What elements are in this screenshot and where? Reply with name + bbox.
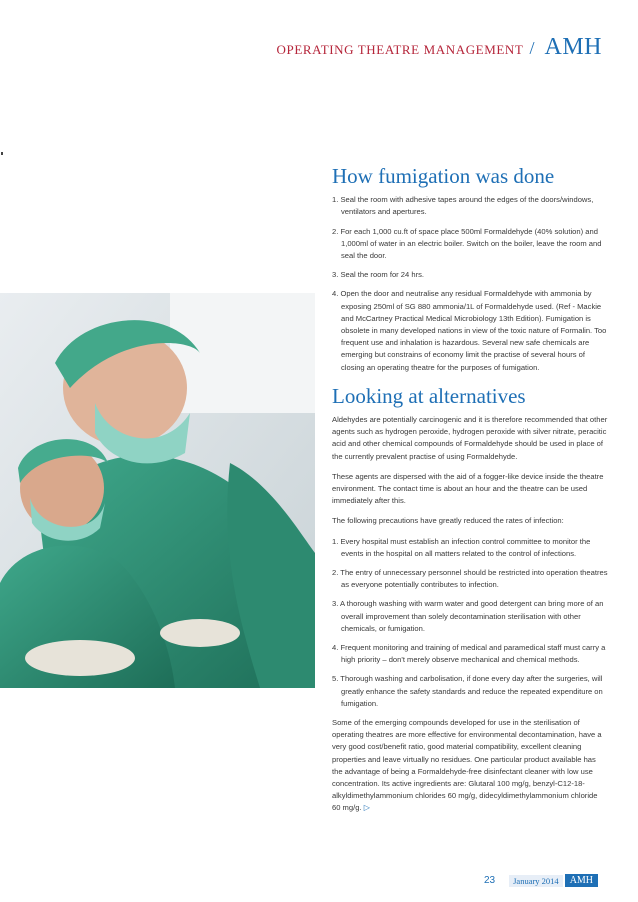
fumigation-steps (332, 194, 608, 374)
header-slash: / (529, 38, 535, 58)
paragraph: Aldehydes are potentially carcinogenic and it is therefore recommended that other agents such as hydrogen peroxide, hydrogen peroxide with silver nitrate, peracitic acid and other chemical compounds of Formaldehyde should be used in place of the currently prevalent practise of using Formaldehyde. (332, 414, 608, 461)
list-item: 3. A thorough washing with warm water and good detergent can bring more of an overall improvement than solely decontamination sterilisation with other chemicals, or fumigation. (332, 599, 604, 633)
page-footer (484, 874, 598, 887)
surgeons-photo (0, 293, 315, 688)
closing-paragraph-text: Some of the emerging compounds developed for use in the sterilisation of operating theatres are more effective for environmental decontamination, have a very good cost/benefit ratio, good material compatibility, excellent cleaning properties and leave virtually no residues. One particular product available has the advantage of being a Formaldehyde-free disinfectant cleaner with low use concentration. Its active ingredients are: Glutaral 100 mg/g, benzyl-C12-18- alkyldimethylammonium chlorides 60 mg/g, didecyldimethylammonium chloride 60 mg/g. (332, 717, 602, 813)
end-marker-icon: ▷ (363, 803, 370, 813)
paragraph: The following precautions have greatly reduced the rates of infection: (332, 516, 564, 526)
precautions-list (332, 536, 608, 710)
list-item: 5. Thorough washing and carbolisation, if done every day after the surgeries, will greatly enhance the safety standards and reduce the repeated expenditure on fumigation. (332, 674, 603, 708)
footer-brand: AMH (565, 874, 598, 887)
brand-logo: AMH (544, 34, 602, 60)
section-heading-alternatives: Looking at alternatives (332, 383, 526, 408)
section-heading-fumigation: How fumigation was done (332, 164, 555, 188)
list-item: 4. Frequent monitoring and training of medical and paramedical staff must carry a high priority – don't merely observe mechanical and chemical methods. (332, 642, 606, 665)
paragraph (332, 717, 608, 815)
paragraph: These agents are dispersed with the aid of a fogger-like device inside the theatre environment. The contact time is about an hour and the theatre can be used immediately after this. (332, 471, 604, 506)
list-item: 3. Seal the room for 24 hrs. (332, 270, 425, 280)
list-item: 2. The entry of unnecessary personnel should be restricted into operation theatres as everyone potentially contributes to infection. (332, 567, 608, 590)
list-item: 1. Every hospital must establish an infection control committee to monitor the events in the hospital on all matters related to the control of infections. (332, 536, 591, 558)
article-column (332, 164, 608, 823)
crop-mark (1, 152, 3, 155)
list-item: 4. Open the door and neutralise any residual Formaldehyde with ammonia by exposing 250ml of SG 880 ammonia/1L of Formaldehyde used. (Ref - Mackie and McCartney Practical Medical Microbiology 13th Edition). Fumigation is obsolete in many developed nations in view of the toxic nature of Formalin. Too frequent use and inhalation is hazardous. Several new safe chemicals are emerging but constrains of economy limit the practise of several hours of closing an operating theatre for the purposes of fumigation. (332, 289, 607, 372)
surgeons-illustration (0, 293, 315, 688)
section-title: OPERATING THEATRE MANAGEMENT (276, 42, 524, 57)
list-item: 2. For each 1,000 cu.ft of space place 500ml Formaldehyde (40% solution) and 1,000ml of water in an electric boiler. Switch on the boiler, leave the room and seal the door. (332, 226, 602, 260)
list-item: 1. Seal the room with adhesive tapes around the edges of the doors/windows, ventilators and apertures. (332, 195, 594, 217)
page-number: 23 (484, 875, 496, 886)
issue-date: January 2014 (509, 875, 563, 887)
page-header (277, 34, 602, 61)
